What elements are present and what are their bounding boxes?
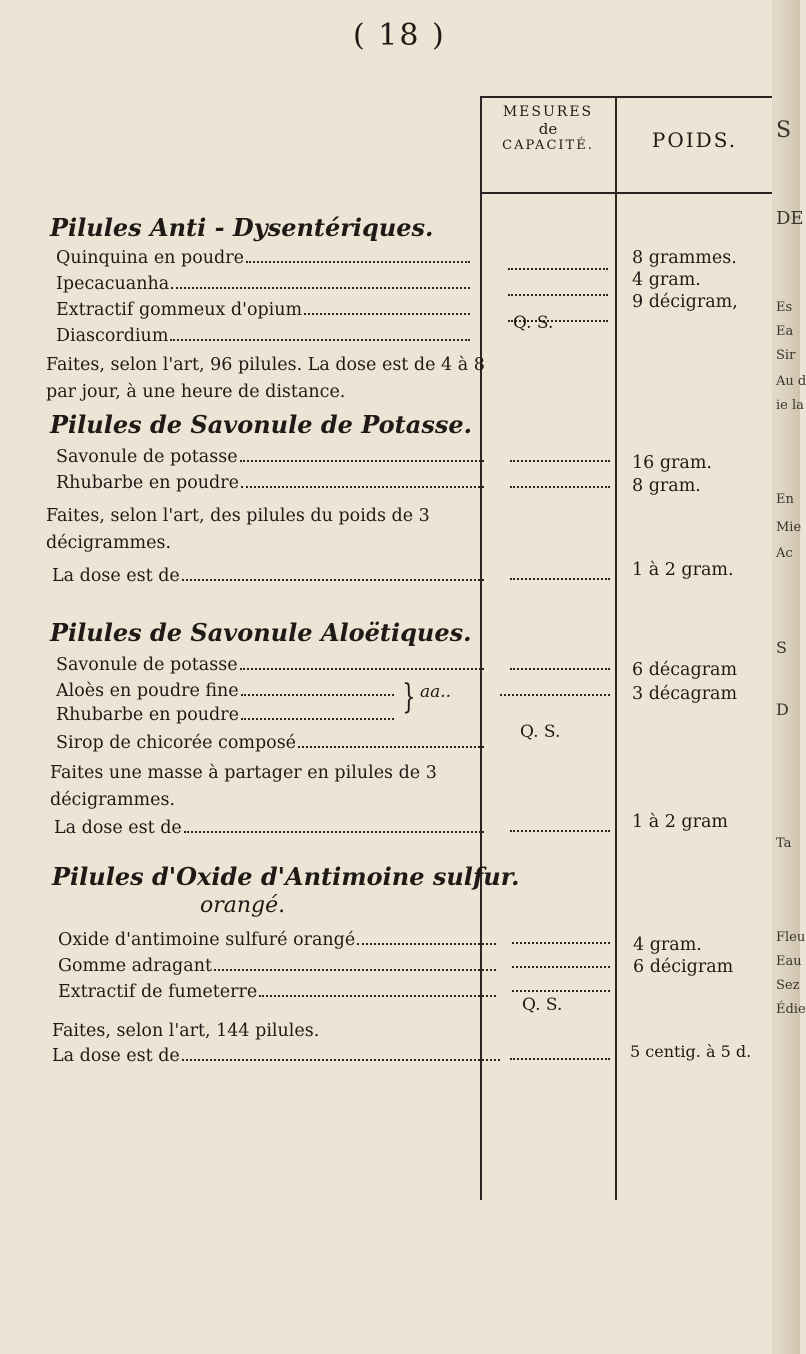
dose-weight: 1 à 2 gram. [632,560,734,580]
capacity-header-line3: CAPACITÉ. [502,138,594,153]
section-1-title: Pilules Anti - Dysentériques. [50,213,434,242]
capacity-dots [510,830,610,832]
dose-row [52,1046,502,1066]
ingredient-name: Extractif de fumeterre [58,982,258,1002]
capacity-value: Q. S. [513,313,554,333]
ingredient-row [56,447,486,467]
ingredient-name: Oxide d'antimoine sulfuré orangé [58,930,356,950]
margin-fragment: Au d [776,374,806,389]
weight-value: 8 gram. [632,476,701,496]
aa-label: aa.. [420,682,452,702]
margin-fragment: Es [776,300,793,315]
table-middle-rule [615,96,617,1200]
ingredient-row [56,326,472,346]
margin-fragment: S [776,118,792,143]
ingredient-row [56,248,472,268]
ingredient-row [56,681,396,701]
capacity-value: Q. S. [520,722,561,742]
ingredient-row [56,473,486,493]
margin-fragment: Sez [776,978,800,993]
weight-value: 4 gram. [632,270,701,290]
ingredient-name: Rhubarbe en poudre [56,705,239,725]
header-bottom-rule [480,192,780,194]
header-top-rule [480,96,780,98]
ingredient-row [56,300,472,320]
ingredient-row [58,930,498,950]
ingredient-row [56,655,486,675]
ingredient-row [56,733,486,753]
ingredient-row [56,705,396,725]
capacity-dots [510,460,610,462]
capacity-value: Q. S. [522,995,563,1015]
dose-label: La dose est de [54,818,182,838]
capacity-dots [510,668,610,670]
weight-value: 9 décigram, [632,292,738,312]
capacity-dots [508,268,608,270]
ingredient-name: Rhubarbe en poudre [56,473,239,493]
weight-header: POIDS. [651,128,738,152]
margin-fragment: ie la [776,398,804,413]
capacity-header [482,104,614,153]
weight-value: 6 décigram [633,957,734,977]
margin-fragment: En [776,492,794,507]
capacity-header-line1: MESURES [502,104,594,120]
section-2-note: Faites, selon l'art, des pilules du poids de 3 décigrammes. [46,506,430,553]
dose-weight: 1 à 2 gram [632,812,728,832]
brace-icon: } [402,677,416,717]
dose-label: La dose est de [52,566,180,586]
ingredient-row [56,274,472,294]
section-1-note: Faites, selon l'art, 96 pilules. La dose est de 4 à 8 par jour, à une heure de distance. [46,355,485,402]
capacity-dots [512,966,610,968]
ingredient-name: Extractif gommeux d'opium [56,300,303,320]
dose-weight: 5 centig. à 5 d. [630,1042,752,1061]
margin-fragment: Ea [776,324,794,339]
ingredient-name: Gomme adragant [58,956,212,976]
section-3-title: Pilules de Savonule Aloëtiques. [50,618,472,647]
weight-value: 3 décagram [632,684,738,704]
margin-fragment: Sir [776,348,796,363]
weight-value: 16 gram. [632,453,712,473]
ingredient-name: Ipecacuanha [56,274,170,294]
margin-fragment: Ta [776,836,792,851]
ingredient-name: Quinquina en poudre [56,248,244,268]
ingredient-name: Aloès en poudre fine [56,681,239,701]
margin-fragment: Ac [776,546,793,561]
section-2-title: Pilules de Savonule de Potasse. [50,410,472,439]
capacity-dots [510,486,610,488]
capacity-dots [510,578,610,580]
weight-value: 8 grammes. [632,248,737,268]
ingredient-name: Diascordium [56,326,169,346]
ingredient-row [58,982,498,1002]
capacity-dots [510,1058,610,1060]
section-3-note: Faites une masse à partager en pilules de 3 décigrammes. [50,763,437,810]
margin-fragment: Eau [776,954,802,969]
section-4-note: Faites, selon l'art, 144 pilules. [52,1021,320,1041]
margin-fragment: D [776,700,789,719]
capacity-dots [508,294,608,296]
margin-fragment: Fleu [776,930,806,945]
ingredient-name: Savonule de potasse [56,655,238,675]
ingredient-name: Sirop de chicorée composé [56,733,297,753]
ingredient-row [58,956,498,976]
margin-fragment: Édie [776,1002,806,1017]
weight-value: 4 gram. [633,935,702,955]
section-4-subtitle: orangé. [200,893,286,918]
capacity-header-line2: de [538,120,558,138]
capacity-dots [512,990,610,992]
section-4-title: Pilules d'Oxide d'Antimoine sulfur. [52,862,520,891]
capacity-dots [512,942,610,944]
dose-label: La dose est de [52,1046,180,1066]
page-edge [772,0,800,1354]
page-number: ( 18 ) [353,18,446,53]
dose-row [52,566,486,586]
capacity-dots [500,694,610,696]
dose-row [54,818,486,838]
weight-value: 6 décagram [632,660,738,680]
ingredient-name: Savonule de potasse [56,447,238,467]
margin-fragment: S [776,638,787,657]
margin-fragment: Mie [776,520,802,535]
margin-fragment: DE [776,208,804,229]
